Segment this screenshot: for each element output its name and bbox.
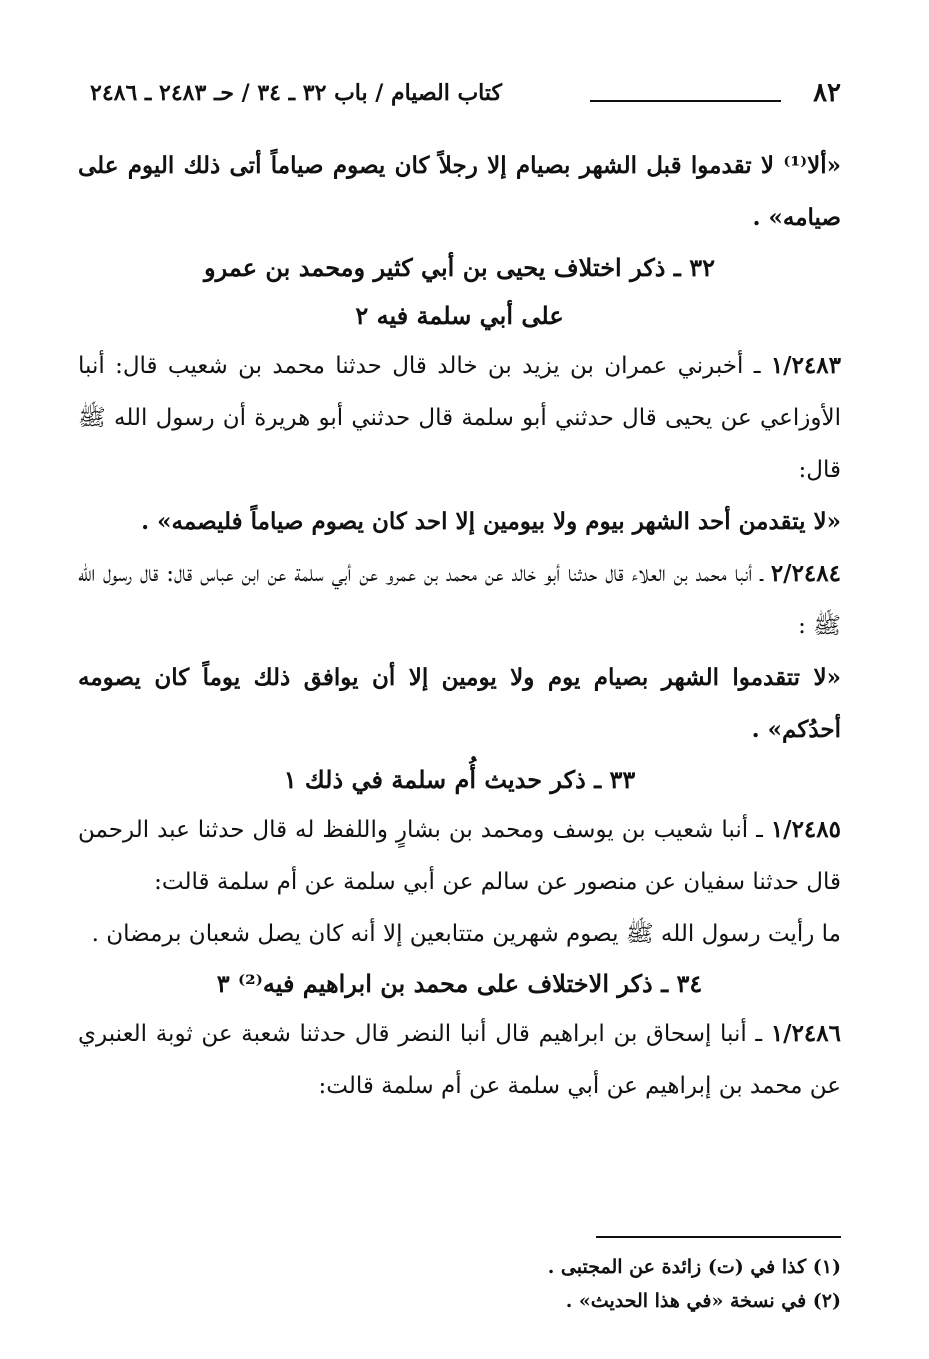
page-number: ٨٢ (813, 78, 841, 108)
hadith-2483-text: «لا يتقدمن أحد الشهر بيوم ولا بيومين إلا احد كان يصوم صياماً فليصمه» . (141, 508, 841, 535)
hadith-2486 (78, 1008, 841, 1112)
footnotes (90, 1250, 841, 1318)
running-title: كتاب الصيام / باب ٣٢ ـ ٣٤ / حـ ٢٤٨٣ ـ ٢٤٨٦ (90, 80, 502, 106)
hadith-isnad: ـ أنبا إسحاق بن ابراهيم قال أنبا النضر قال حدثنا شعبة عن ثوبة العنبري عن محمد بن إبراهيم عن أبي سلمة عن أم سلمة قالت: (78, 1021, 841, 1099)
header-rule (590, 100, 781, 102)
footnote-separator (596, 1236, 841, 1238)
hadith-number: ١/٢٤٨٦ (770, 1020, 841, 1047)
hadith-2483 (78, 340, 841, 496)
hadith-isnad: ـ أخبرني عمران بن يزيد بن خالد قال حدثنا محمد بن شعيب قال: أنبا الأوزاعي عن يحيى قال حدثني أبو سلمة قال حدثني أبو هريرة أن رسول الله ﷺ قال: (78, 353, 841, 483)
hadith-isnad: ـ أنبا محمد بن العلاء قال حدثنا أبو خالد عن محمد بن عمرو عن أبي سلمة عن ابن عباس قال: قال رسول الله ﷺ : (78, 561, 841, 639)
hadith-2484 (78, 548, 841, 652)
main-text (78, 140, 841, 1112)
hadith-2485-text: ما رأيت رسول الله ﷺ يصوم شهرين متتابعين إلا أنه كان يصل شعبان برمضان . (91, 921, 841, 947)
footnote-2: (٢) في نسخة «في هذا الحديث» . (565, 1290, 841, 1312)
hadith-number: ٢/٢٤٨٤ (770, 560, 841, 587)
hadith-isnad: ـ أنبا شعيب بن يوسف ومحمد بن بشارٍ واللفظ له قال حدثنا عبد الرحمن قال حدثنا سفيان عن منصور عن سالم عن أبي سلمة عن أم سلمة قالت: (78, 817, 841, 895)
hadith-number: ١/٢٤٨٥ (770, 816, 841, 843)
page-header (90, 78, 841, 118)
intro-paragraph: «ألا⁽¹⁾ لا تقدموا قبل الشهر بصيام إلا رجلاً كان يصوم صياماً أتى ذلك اليوم على صيامه» . (78, 152, 841, 231)
chapter-34-heading: ٣٤ ـ ذكر الاختلاف على محمد بن ابراهيم فيه⁽²⁾ ٣ (216, 969, 703, 998)
hadith-number: ١/٢٤٨٣ (770, 352, 841, 379)
hadith-2484-text: «لا تتقدموا الشهر بصيام يوم ولا يومين إلا أن يوافق ذلك يوماً كان يصومه أحدُكم» . (78, 664, 841, 743)
chapter-33-heading: ٣٣ ـ ذكر حديث أُم سلمة في ذلك ١ (283, 765, 636, 794)
footnote-1: (١) كذا في (ت) زائدة عن المجتبى . (547, 1256, 841, 1278)
hadith-2485 (78, 804, 841, 908)
chapter-32-heading-line2: على أبي سلمة فيه ٢ (355, 301, 564, 330)
chapter-32-heading-line1: ٣٢ ـ ذكر اختلاف يحيى بن أبي كثير ومحمد بن عمرو (204, 253, 715, 282)
